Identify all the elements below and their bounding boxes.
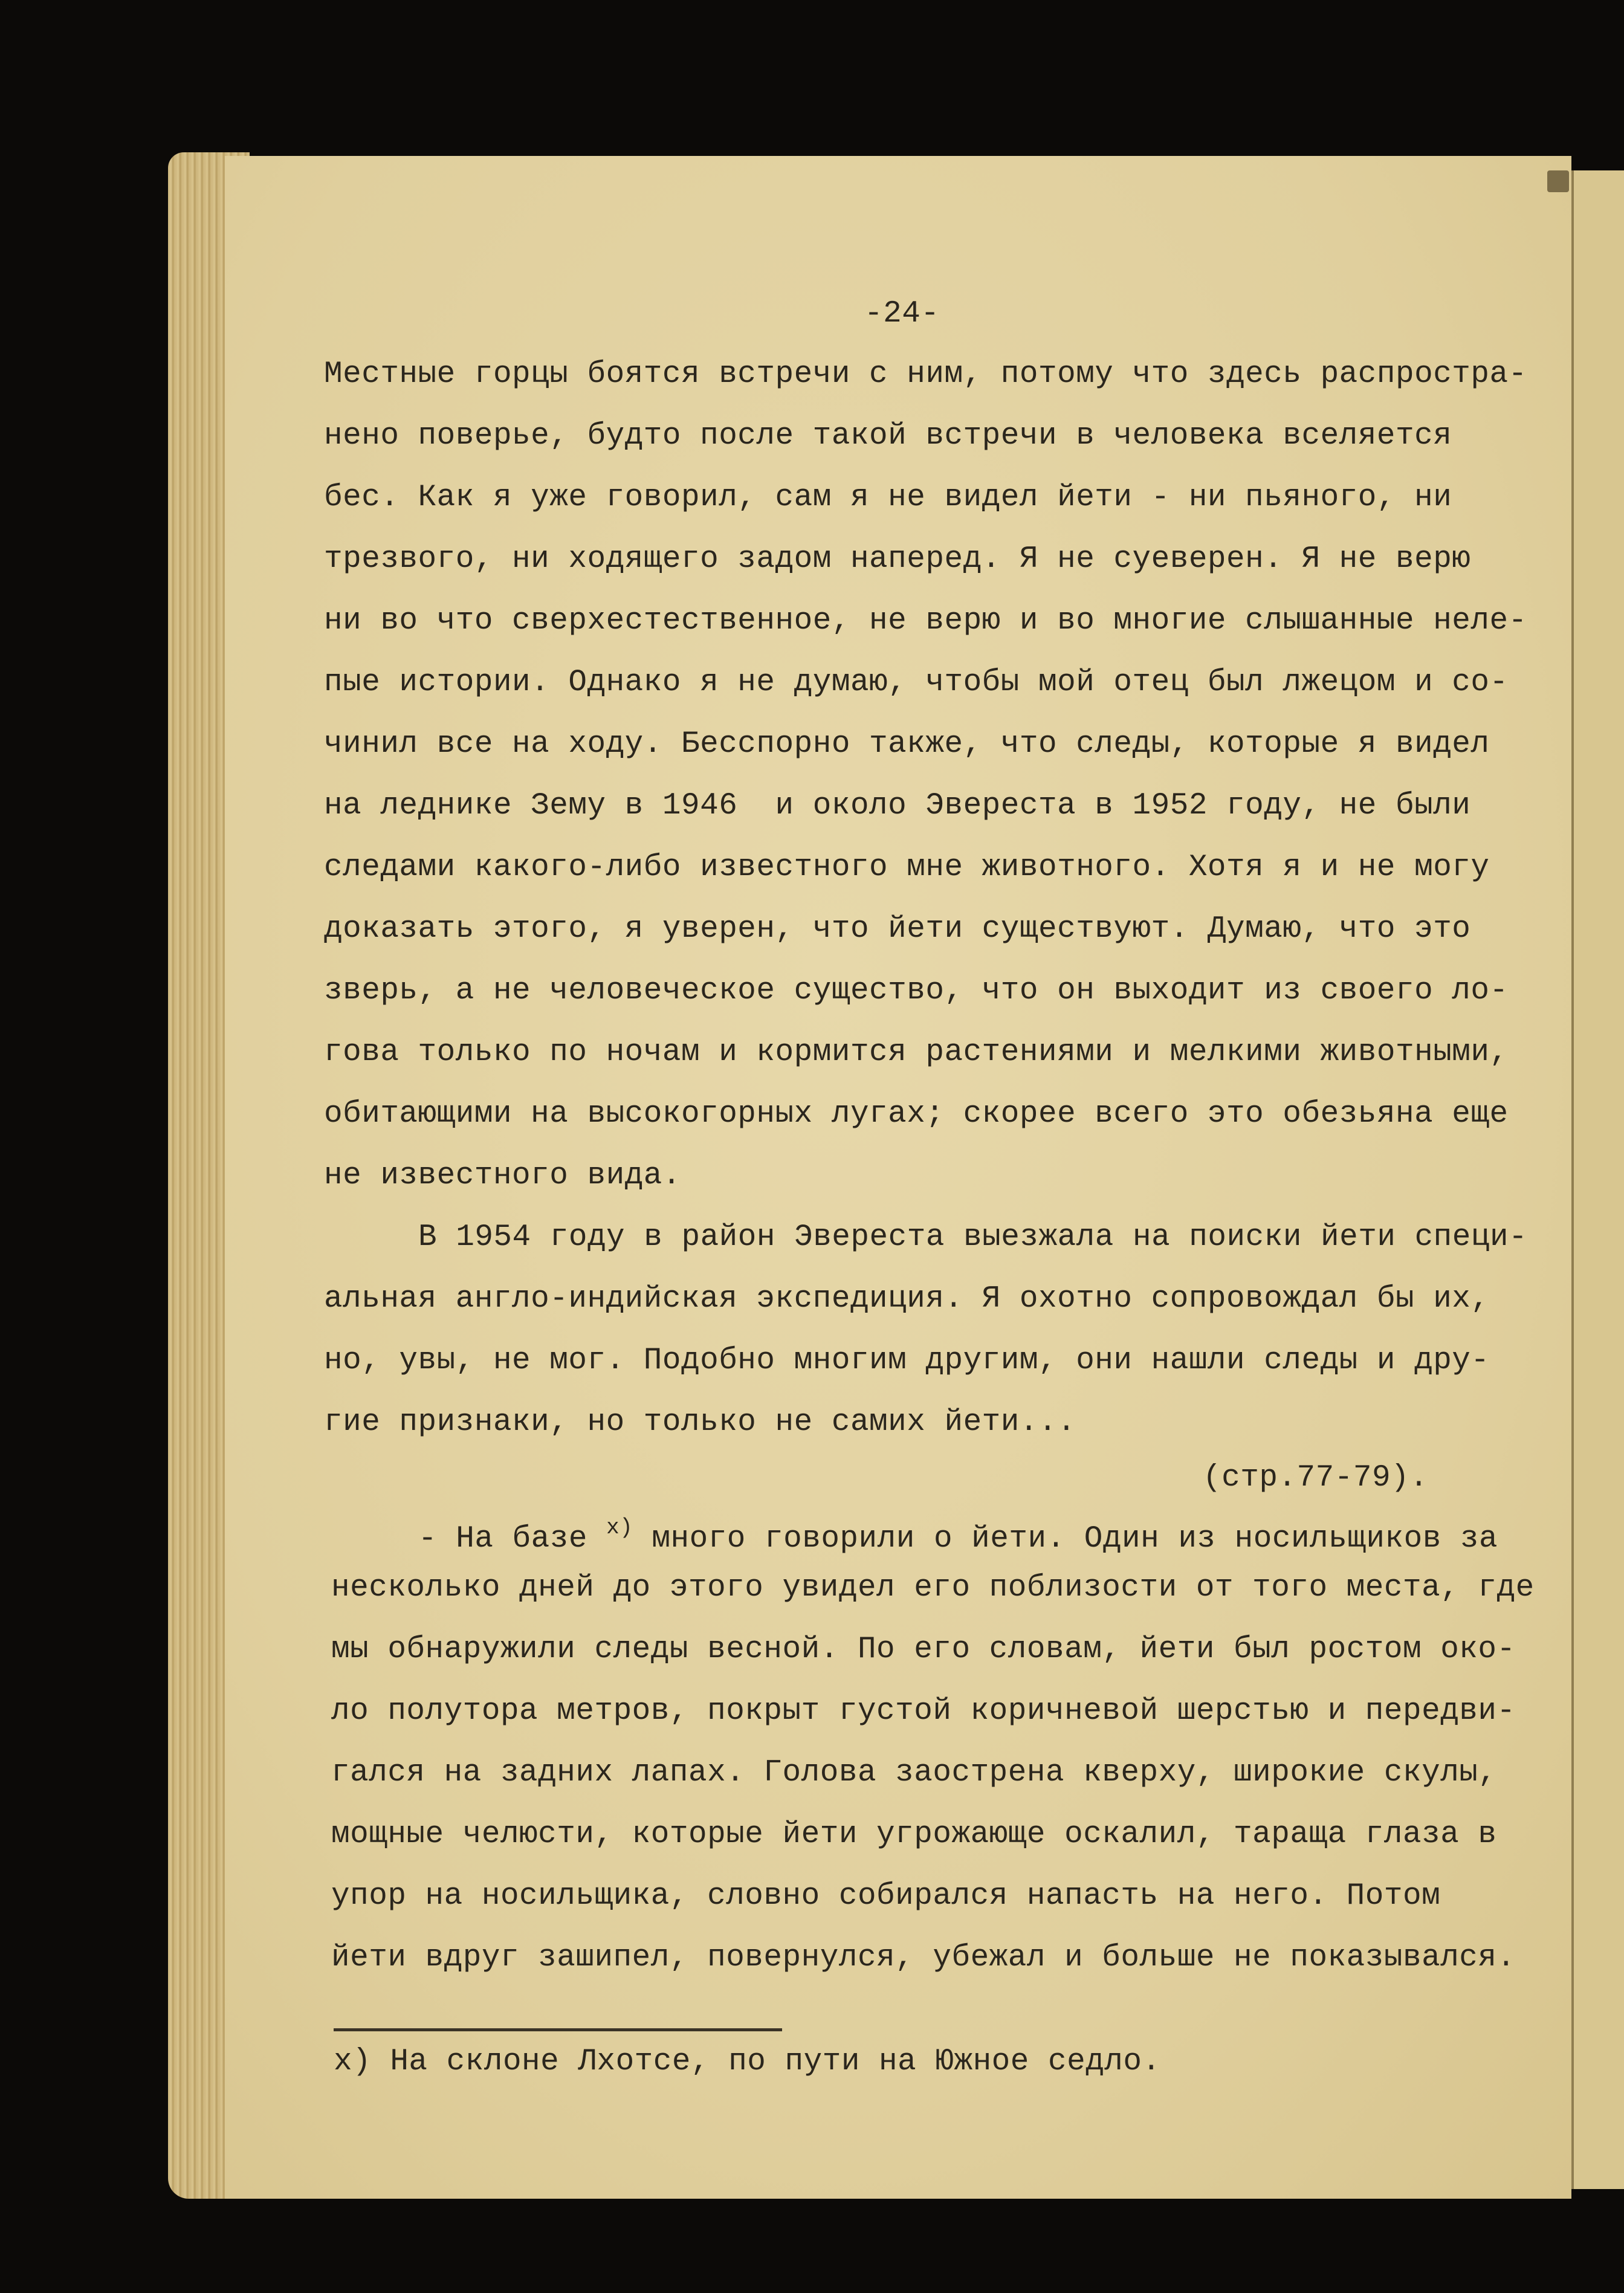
text-line: нено поверье, будто после такой встречи в человека вселяется — [324, 419, 1452, 453]
text-line: бес. Как я уже говорил, сам я не видел йети - ни пьяного, ни — [324, 480, 1452, 515]
text-line: альная англо-индийская экспедиция. Я охотно сопровождал бы их, — [324, 1282, 1490, 1316]
text-line: ни во что сверхестественное, не верю и во многие слышанные неле- — [324, 604, 1527, 638]
text-line-rest: много говорили о йети. Один из носильщиков за — [633, 1522, 1498, 1556]
footnote: x) На склоне Лхотсе, по пути на Южное седло. — [334, 2045, 1161, 2079]
text-line: Местные горцы боятся встречи с ним, потому что здесь распростра- — [324, 357, 1527, 392]
text-line: мощные челюсти, которые йети угрожающе оскалил, таращa глаза в — [331, 1817, 1497, 1852]
text-line-start: - На базе — [418, 1522, 607, 1556]
footnote-reference: x) — [606, 1515, 633, 1540]
text-line: зверь, а не человеческое существо, что он выходит из своего ло- — [324, 974, 1509, 1008]
citation: (стр.77-79). — [1203, 1461, 1429, 1495]
facing-page-edge — [1570, 170, 1624, 2189]
text-line: гался на задних лапах. Голова заострена кверху, широкие скулы, — [331, 1756, 1497, 1790]
text-line: ло полутора метров, покрыт густой коричневой шерстью и передви- — [331, 1694, 1516, 1729]
text-line: обитающими на высокогорных лугах; скорее всего это обезьяна еще — [324, 1097, 1509, 1131]
text-line: гие признаки, но только не самих йети... — [324, 1405, 1076, 1440]
text-line: пые истории. Однако я не думаю, чтобы мой отец был лжецом и со- — [324, 665, 1509, 700]
text-line: на леднике Зему в 1946 и около Эвереста в 1952 году, не были — [324, 789, 1471, 823]
text-line: доказать этого, я уверен, что йети существуют. Думаю, что это — [324, 912, 1471, 946]
text-line: не известного вида. — [324, 1159, 681, 1193]
footnote-divider — [334, 2028, 782, 2031]
text-line: мы обнаружили следы весной. По его словам, йети был ростом око- — [331, 1632, 1516, 1667]
text-line: йети вдруг зашипел, повернулся, убежал и больше не показывался. — [331, 1941, 1516, 1975]
text-line: упор на носильщика, словно собирался напасть на него. Потом — [331, 1879, 1441, 1913]
page-number: -24- — [864, 297, 940, 331]
text-line: В 1954 году в район Эвереста выезжала на поиски йети специ- — [418, 1220, 1528, 1255]
text-line: но, увы, не мог. Подобно многим другим, они нашли следы и дру- — [324, 1344, 1490, 1378]
text-line: несколько дней до этого увидел его поблизости от того места, где — [331, 1571, 1535, 1605]
text-line: следами какого-либо известного мне животного. Хотя я и не могу — [324, 850, 1490, 885]
text-line: чинил все на ходу. Бесспорно также, что следы, которые я видел — [324, 727, 1490, 762]
text-line: гова только по ночам и кормится растениями и мелкими животными, — [324, 1035, 1509, 1070]
text-line: трезвого, ни ходящего задом наперед. Я не суеверен. Я не верю — [324, 542, 1471, 577]
binding-staple — [1547, 170, 1569, 192]
